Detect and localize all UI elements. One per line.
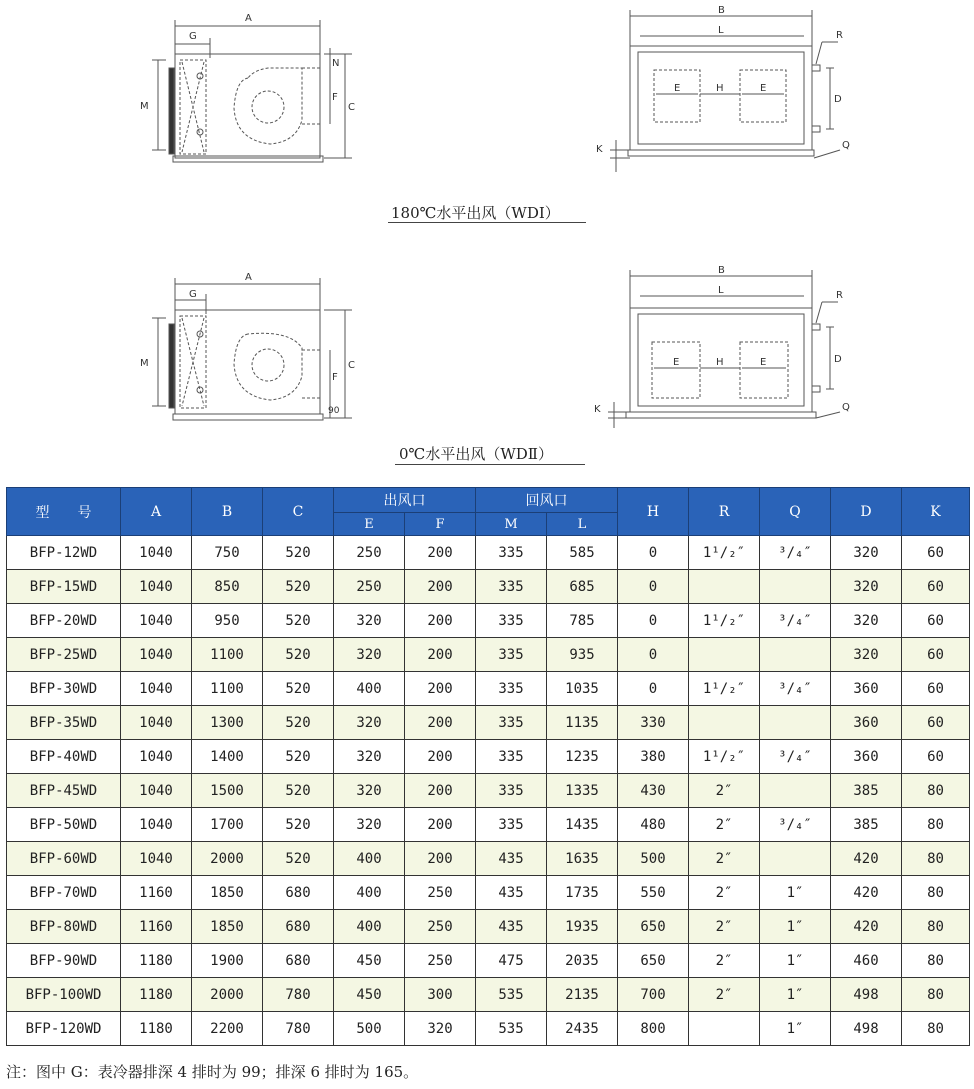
cell-D: 320 [831, 638, 902, 672]
cell-M: 475 [476, 944, 547, 978]
cell-H: 0 [618, 672, 689, 706]
cell-Q: 1″ [760, 876, 831, 910]
cell-B: 1900 [192, 944, 263, 978]
col-header-Q: Q [760, 488, 831, 536]
cell-K: 80 [902, 808, 970, 842]
cell-F: 200 [405, 740, 476, 774]
cell-L: 1335 [547, 774, 618, 808]
cell-F: 200 [405, 774, 476, 808]
cell-model: BFP-50WD [7, 808, 121, 842]
cell-model: BFP-60WD [7, 842, 121, 876]
label-R: R [836, 290, 843, 301]
cell-K: 80 [902, 876, 970, 910]
cell-C: 520 [263, 740, 334, 774]
cell-B: 1500 [192, 774, 263, 808]
front-view-wd2-drawing [590, 262, 860, 432]
cell-F: 200 [405, 706, 476, 740]
cell-H: 0 [618, 604, 689, 638]
front-view-wd1-drawing [590, 2, 860, 177]
label-D: D [834, 94, 842, 105]
cell-M: 335 [476, 808, 547, 842]
cell-F: 250 [405, 910, 476, 944]
cell-K: 60 [902, 672, 970, 706]
label-G: G [189, 31, 197, 42]
cell-A: 1040 [121, 808, 192, 842]
cell-K: 80 [902, 774, 970, 808]
label-L: L [718, 25, 724, 36]
label-H: H [716, 83, 724, 94]
cell-D: 320 [831, 570, 902, 604]
col-header-K: K [902, 488, 970, 536]
cell-R: 1¹/₂″ [689, 740, 760, 774]
label-E: E [674, 83, 681, 94]
cell-B: 2200 [192, 1012, 263, 1046]
cell-model: BFP-30WD [7, 672, 121, 706]
cell-R: 2″ [689, 910, 760, 944]
col-header-E: E [334, 513, 405, 536]
cell-A: 1040 [121, 638, 192, 672]
cell-Q: 1″ [760, 1012, 831, 1046]
cell-K: 60 [902, 706, 970, 740]
cell-R: 2″ [689, 978, 760, 1012]
label-D: D [834, 354, 842, 365]
caption-wd1: 180℃水平出风（WDⅠ） [391, 204, 560, 222]
cell-C: 680 [263, 876, 334, 910]
col-header-H: H [618, 488, 689, 536]
cell-A: 1040 [121, 604, 192, 638]
cell-K: 60 [902, 740, 970, 774]
label-M: M [140, 358, 149, 369]
cell-B: 950 [192, 604, 263, 638]
cell-K: 80 [902, 978, 970, 1012]
cell-H: 550 [618, 876, 689, 910]
cell-E: 450 [334, 944, 405, 978]
table-row [7, 910, 970, 944]
cell-L: 2135 [547, 978, 618, 1012]
cell-H: 380 [618, 740, 689, 774]
cell-model: BFP-35WD [7, 706, 121, 740]
col-header-A: A [121, 488, 192, 536]
cell-C: 520 [263, 706, 334, 740]
cell-A: 1180 [121, 1012, 192, 1046]
cell-D: 385 [831, 808, 902, 842]
cell-K: 60 [902, 536, 970, 570]
cell-D: 498 [831, 1012, 902, 1046]
cell-C: 520 [263, 774, 334, 808]
cell-E: 320 [334, 774, 405, 808]
cell-L: 935 [547, 638, 618, 672]
cell-A: 1040 [121, 774, 192, 808]
cell-B: 850 [192, 570, 263, 604]
cell-F: 200 [405, 672, 476, 706]
cell-L: 1935 [547, 910, 618, 944]
label-H: H [716, 357, 724, 368]
cell-F: 300 [405, 978, 476, 1012]
cell-H: 0 [618, 536, 689, 570]
cell-E: 250 [334, 570, 405, 604]
cell-D: 420 [831, 876, 902, 910]
cell-M: 335 [476, 672, 547, 706]
cell-C: 520 [263, 604, 334, 638]
cell-M: 335 [476, 638, 547, 672]
cell-M: 435 [476, 876, 547, 910]
cell-R [689, 706, 760, 740]
cell-D: 420 [831, 842, 902, 876]
cell-F: 200 [405, 570, 476, 604]
cell-B: 1100 [192, 672, 263, 706]
cell-B: 1100 [192, 638, 263, 672]
cell-F: 200 [405, 536, 476, 570]
cell-C: 520 [263, 570, 334, 604]
cell-M: 435 [476, 910, 547, 944]
label-C: C [348, 102, 355, 113]
cell-D: 420 [831, 910, 902, 944]
cell-E: 400 [334, 876, 405, 910]
cell-A: 1040 [121, 672, 192, 706]
cell-D: 360 [831, 740, 902, 774]
cell-B: 1400 [192, 740, 263, 774]
cell-F: 200 [405, 808, 476, 842]
cell-R: 1¹/₂″ [689, 672, 760, 706]
cell-R [689, 570, 760, 604]
cell-model: BFP-20WD [7, 604, 121, 638]
cell-M: 535 [476, 1012, 547, 1046]
cell-A: 1040 [121, 570, 192, 604]
cell-B: 2000 [192, 842, 263, 876]
cell-R: 2″ [689, 944, 760, 978]
col-header-L: L [547, 513, 618, 536]
cell-C: 680 [263, 944, 334, 978]
table-row [7, 978, 970, 1012]
label-G: G [189, 289, 197, 300]
col-header-M: M [476, 513, 547, 536]
cell-E: 320 [334, 706, 405, 740]
cell-K: 80 [902, 944, 970, 978]
label-E: E [673, 357, 680, 368]
label-C: C [348, 360, 355, 371]
label-M: M [140, 101, 149, 112]
cell-A: 1040 [121, 536, 192, 570]
cell-C: 780 [263, 1012, 334, 1046]
table-row [7, 638, 970, 672]
col-header-F: F [405, 513, 476, 536]
cell-F: 200 [405, 604, 476, 638]
cell-R [689, 1012, 760, 1046]
cell-E: 320 [334, 740, 405, 774]
cell-K: 60 [902, 604, 970, 638]
cell-Q: 1″ [760, 978, 831, 1012]
cell-model: BFP-90WD [7, 944, 121, 978]
caption-wd2: 0℃水平出风（WDⅡ） [399, 445, 553, 463]
cell-A: 1180 [121, 978, 192, 1012]
cell-M: 335 [476, 740, 547, 774]
cell-K: 80 [902, 910, 970, 944]
cell-model: BFP-12WD [7, 536, 121, 570]
table-row [7, 740, 970, 774]
cell-Q [760, 706, 831, 740]
cell-H: 800 [618, 1012, 689, 1046]
cell-L: 1635 [547, 842, 618, 876]
cell-D: 498 [831, 978, 902, 1012]
table-row [7, 536, 970, 570]
table-row [7, 1012, 970, 1046]
cell-H: 650 [618, 944, 689, 978]
col-header-return: 回风口 [476, 488, 618, 513]
cell-model: BFP-40WD [7, 740, 121, 774]
cell-Q [760, 570, 831, 604]
cell-Q [760, 774, 831, 808]
label-E: E [760, 357, 767, 368]
cell-R: 2″ [689, 774, 760, 808]
cell-L: 1035 [547, 672, 618, 706]
col-header-model: 型 号 [7, 488, 121, 536]
cell-C: 520 [263, 536, 334, 570]
cell-B: 1850 [192, 910, 263, 944]
spec-table [6, 487, 970, 1046]
label-A: A [245, 272, 252, 283]
cell-D: 360 [831, 706, 902, 740]
cell-E: 400 [334, 672, 405, 706]
cell-D: 385 [831, 774, 902, 808]
label-L: L [718, 285, 724, 296]
cell-D: 460 [831, 944, 902, 978]
cell-Q: ³/₄″ [760, 740, 831, 774]
cell-C: 520 [263, 808, 334, 842]
side-view-wd2-drawing [130, 268, 380, 428]
cell-model: BFP-100WD [7, 978, 121, 1012]
cell-model: BFP-80WD [7, 910, 121, 944]
cell-L: 2435 [547, 1012, 618, 1046]
cell-C: 520 [263, 638, 334, 672]
cell-H: 0 [618, 638, 689, 672]
table-row [7, 570, 970, 604]
cell-E: 320 [334, 638, 405, 672]
table-row [7, 706, 970, 740]
cell-D: 320 [831, 604, 902, 638]
cell-H: 700 [618, 978, 689, 1012]
col-header-R: R [689, 488, 760, 536]
cell-D: 360 [831, 672, 902, 706]
footnote: 注：图中 G：表冷器排深 4 排时为 99；排深 6 排时为 165。 [6, 1063, 419, 1081]
cell-C: 780 [263, 978, 334, 1012]
cell-H: 480 [618, 808, 689, 842]
cell-B: 750 [192, 536, 263, 570]
cell-F: 250 [405, 944, 476, 978]
cell-M: 435 [476, 842, 547, 876]
cell-C: 680 [263, 910, 334, 944]
cell-model: BFP-70WD [7, 876, 121, 910]
cell-A: 1180 [121, 944, 192, 978]
table-row [7, 672, 970, 706]
cell-model: BFP-120WD [7, 1012, 121, 1046]
cell-E: 320 [334, 808, 405, 842]
table-row [7, 808, 970, 842]
label-90: 90 [328, 406, 340, 416]
cell-M: 335 [476, 706, 547, 740]
cell-L: 685 [547, 570, 618, 604]
cell-R: 2″ [689, 842, 760, 876]
cell-B: 1850 [192, 876, 263, 910]
cell-M: 335 [476, 570, 547, 604]
cell-R: 1¹/₂″ [689, 604, 760, 638]
cell-Q: ³/₄″ [760, 808, 831, 842]
label-A: A [245, 13, 252, 24]
cell-L: 585 [547, 536, 618, 570]
label-E: E [760, 83, 767, 94]
cell-Q: ³/₄″ [760, 672, 831, 706]
cell-model: BFP-25WD [7, 638, 121, 672]
table-row [7, 876, 970, 910]
cell-R: 2″ [689, 876, 760, 910]
cell-K: 60 [902, 570, 970, 604]
cell-F: 200 [405, 638, 476, 672]
cell-B: 1300 [192, 706, 263, 740]
label-K: K [596, 144, 603, 155]
cell-A: 1040 [121, 842, 192, 876]
cell-L: 1235 [547, 740, 618, 774]
cell-E: 500 [334, 1012, 405, 1046]
label-Q: Q [842, 140, 850, 151]
side-view-wd1-drawing [130, 8, 380, 178]
label-B: B [718, 5, 725, 16]
cell-model: BFP-45WD [7, 774, 121, 808]
col-header-C: C [263, 488, 334, 536]
cell-A: 1040 [121, 740, 192, 774]
cell-F: 200 [405, 842, 476, 876]
caption-wd2-underline [395, 464, 585, 465]
cell-K: 80 [902, 1012, 970, 1046]
cell-M: 335 [476, 604, 547, 638]
table-row [7, 774, 970, 808]
cell-model: BFP-15WD [7, 570, 121, 604]
label-B: B [718, 265, 725, 276]
cell-E: 320 [334, 604, 405, 638]
cell-B: 1700 [192, 808, 263, 842]
col-header-outlet: 出风口 [334, 488, 476, 513]
label-F: F [332, 92, 338, 103]
cell-E: 250 [334, 536, 405, 570]
cell-L: 1735 [547, 876, 618, 910]
caption-wd1-underline [388, 222, 586, 223]
cell-Q: ³/₄″ [760, 536, 831, 570]
cell-R: 2″ [689, 808, 760, 842]
cell-L: 2035 [547, 944, 618, 978]
table-row [7, 944, 970, 978]
cell-C: 520 [263, 672, 334, 706]
cell-H: 330 [618, 706, 689, 740]
cell-L: 1135 [547, 706, 618, 740]
table-row [7, 842, 970, 876]
cell-Q: 1″ [760, 944, 831, 978]
cell-H: 650 [618, 910, 689, 944]
cell-L: 785 [547, 604, 618, 638]
cell-A: 1160 [121, 910, 192, 944]
cell-K: 80 [902, 842, 970, 876]
cell-E: 400 [334, 910, 405, 944]
cell-D: 320 [831, 536, 902, 570]
cell-Q [760, 842, 831, 876]
cell-Q: 1″ [760, 910, 831, 944]
cell-E: 450 [334, 978, 405, 1012]
cell-A: 1040 [121, 706, 192, 740]
cell-M: 335 [476, 774, 547, 808]
cell-M: 335 [476, 536, 547, 570]
cell-B: 2000 [192, 978, 263, 1012]
col-header-B: B [192, 488, 263, 536]
label-Q: Q [842, 402, 850, 413]
cell-F: 320 [405, 1012, 476, 1046]
cell-R: 1¹/₂″ [689, 536, 760, 570]
cell-C: 520 [263, 842, 334, 876]
label-K: K [594, 404, 601, 415]
label-N: N [332, 58, 340, 69]
label-F: F [332, 372, 338, 383]
label-R: R [836, 30, 843, 41]
cell-L: 1435 [547, 808, 618, 842]
cell-Q: ³/₄″ [760, 604, 831, 638]
cell-R [689, 638, 760, 672]
cell-H: 500 [618, 842, 689, 876]
cell-K: 60 [902, 638, 970, 672]
cell-E: 400 [334, 842, 405, 876]
col-header-D: D [831, 488, 902, 536]
cell-M: 535 [476, 978, 547, 1012]
cell-A: 1160 [121, 876, 192, 910]
cell-Q [760, 638, 831, 672]
cell-H: 0 [618, 570, 689, 604]
cell-F: 250 [405, 876, 476, 910]
cell-H: 430 [618, 774, 689, 808]
table-row [7, 604, 970, 638]
